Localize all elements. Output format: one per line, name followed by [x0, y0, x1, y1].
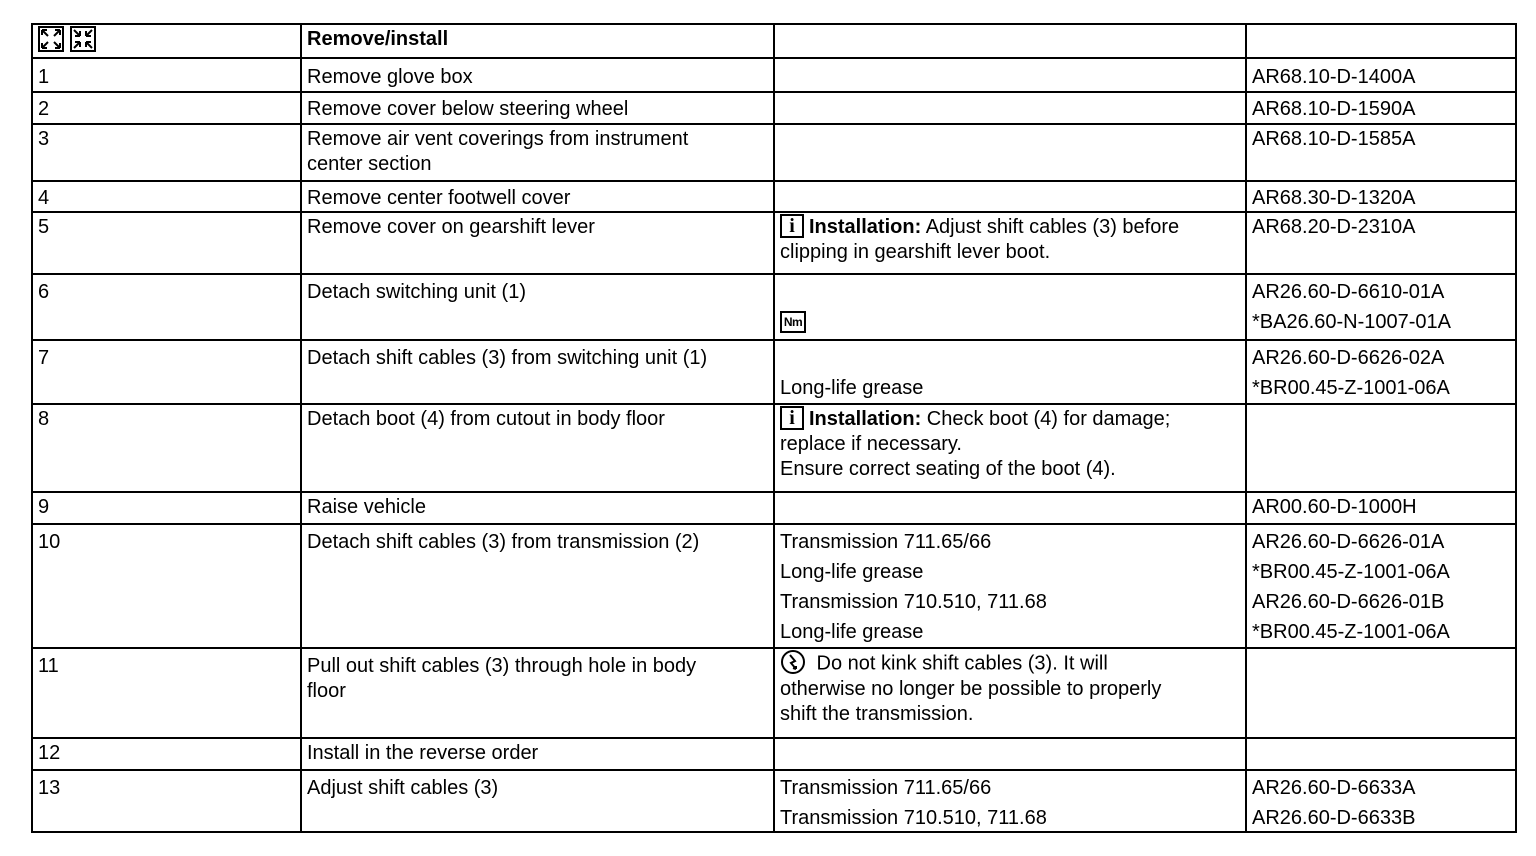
reference-link[interactable]: *BR00.45-Z-1001-06A — [1252, 377, 1450, 399]
table-row — [32, 274, 1516, 340]
caution-icon — [780, 649, 806, 675]
step-number: 2 — [38, 98, 50, 120]
table-row — [32, 524, 1516, 648]
reference-link[interactable]: AR68.20-D-2310A — [1252, 216, 1416, 238]
reference-link[interactable]: AR26.60-D-6626-02A — [1252, 347, 1445, 369]
step-number: 11 — [38, 655, 59, 677]
step-text: floor — [307, 680, 346, 702]
table-row — [32, 92, 1516, 124]
note-text: otherwise no longer be possible to properly — [780, 678, 1162, 700]
header-icons-cell — [32, 24, 301, 58]
header-empty-cell — [774, 24, 1246, 58]
step-number: 5 — [38, 216, 50, 238]
note-text: Transmission 711.65/66 — [780, 777, 992, 799]
note-text: Transmission 710.510, 711.68 — [780, 807, 1047, 829]
installation-label: Installation: — [809, 216, 922, 238]
reference-link[interactable]: AR68.10-D-1585A — [1252, 128, 1416, 150]
reference-link[interactable]: AR68.10-D-1590A — [1252, 98, 1416, 120]
step-number: 4 — [38, 187, 50, 209]
table-row — [32, 770, 1516, 832]
reference-link[interactable]: *BR00.45-Z-1001-06A — [1252, 621, 1450, 643]
procedure-table — [31, 23, 1517, 833]
step-text: Raise vehicle — [307, 496, 426, 518]
note-text: Long-life grease — [780, 621, 924, 643]
step-number: 9 — [38, 496, 50, 518]
step-text: Install in the reverse order — [307, 742, 539, 764]
expand-icon[interactable] — [38, 26, 64, 52]
step-text: Remove air vent coverings from instrument — [307, 128, 689, 150]
step-number: 8 — [38, 408, 50, 430]
note-text: shift the transmission. — [780, 703, 974, 725]
step-text: Detach switching unit (1) — [307, 281, 526, 303]
table-row — [32, 212, 1516, 274]
note-text: Check boot (4) for damage; — [921, 408, 1171, 430]
step-text: Detach boot (4) from cutout in body floor — [307, 408, 665, 430]
table-row — [32, 124, 1516, 181]
step-text: Detach shift cables (3) from switching unit (1) — [307, 347, 708, 369]
header-title: Remove/install — [301, 24, 774, 58]
note-text: Do not kink shift cables (3). It will — [811, 652, 1108, 675]
reference-link[interactable]: *BR00.45-Z-1001-06A — [1252, 561, 1450, 583]
note-text: Transmission 711.65/66 — [780, 531, 992, 553]
step-number: 7 — [38, 347, 50, 369]
reference-link[interactable]: AR26.60-D-6633A — [1252, 777, 1416, 799]
table-row — [32, 340, 1516, 404]
info-icon: i — [780, 214, 804, 238]
step-number: 10 — [38, 531, 61, 553]
installation-label: Installation: — [809, 408, 922, 430]
table-row — [32, 181, 1516, 212]
note-text: Long-life grease — [780, 561, 924, 583]
note-text: Ensure correct seating of the boot (4). — [780, 458, 1116, 480]
note-text: Long-life grease — [780, 377, 924, 399]
reference-link[interactable]: AR00.60-D-1000H — [1252, 496, 1417, 518]
step-text: Remove center footwell cover — [307, 187, 571, 209]
note-text: Adjust shift cables (3) before — [921, 216, 1180, 238]
table-row — [32, 404, 1516, 492]
table-row — [32, 58, 1516, 92]
step-number: 6 — [38, 281, 50, 303]
step-text: Remove glove box — [307, 66, 473, 88]
step-text: Remove cover on gearshift lever — [307, 216, 595, 238]
note-text: clipping in gearshift lever boot. — [780, 241, 1051, 263]
reference-link[interactable]: AR26.60-D-6610-01A — [1252, 281, 1445, 303]
table-row — [32, 738, 1516, 770]
step-text: Detach shift cables (3) from transmission (2) — [307, 531, 700, 553]
step-number: 12 — [38, 742, 61, 764]
collapse-icon[interactable] — [70, 26, 96, 52]
table-row — [32, 492, 1516, 524]
note-text: replace if necessary. — [780, 433, 962, 455]
header-empty-cell — [1246, 24, 1516, 58]
torque-nm-icon[interactable]: Nm — [780, 311, 806, 333]
reference-link[interactable]: AR26.60-D-6626-01A — [1252, 531, 1445, 553]
step-number: 1 — [38, 66, 50, 88]
table-row — [32, 648, 1516, 738]
step-number: 13 — [38, 777, 61, 799]
note-text: Transmission 710.510, 711.68 — [780, 591, 1047, 613]
reference-link[interactable]: AR26.60-D-6626-01B — [1252, 591, 1445, 613]
reference-link[interactable]: *BA26.60-N-1007-01A — [1252, 311, 1452, 333]
step-text: center section — [307, 153, 432, 175]
info-icon: i — [780, 406, 804, 430]
reference-link[interactable]: AR26.60-D-6633B — [1252, 807, 1416, 829]
reference-link[interactable]: AR68.10-D-1400A — [1252, 66, 1416, 88]
reference-link[interactable]: AR68.30-D-1320A — [1252, 187, 1416, 209]
step-text: Pull out shift cables (3) through hole in body — [307, 655, 697, 677]
step-text: Adjust shift cables (3) — [307, 777, 499, 799]
step-text: Remove cover below steering wheel — [307, 98, 629, 120]
table-header-row — [32, 24, 1516, 58]
step-number: 3 — [38, 128, 50, 150]
